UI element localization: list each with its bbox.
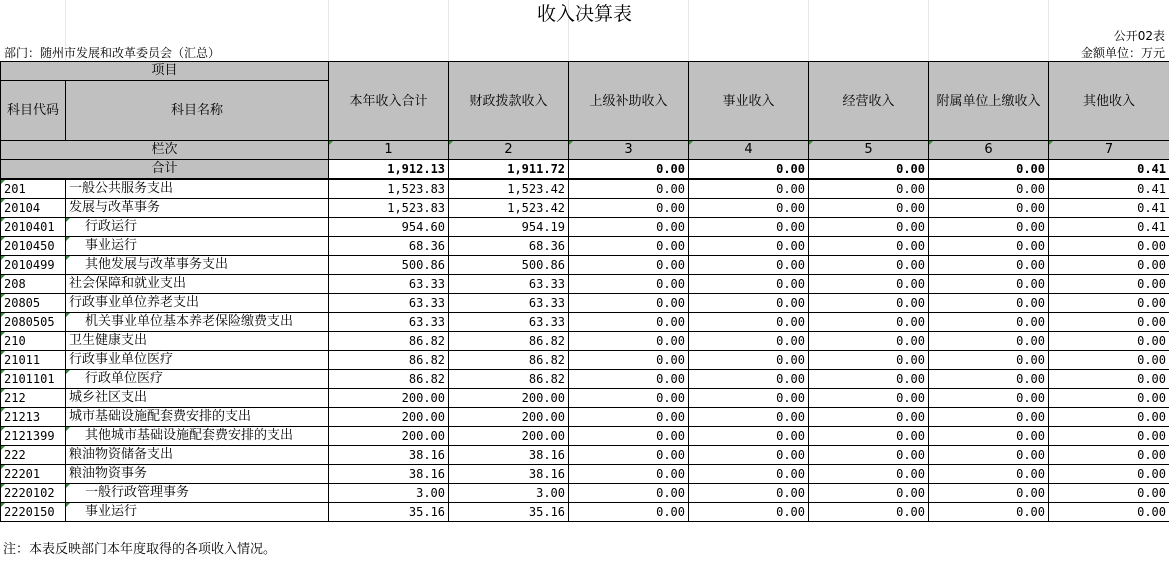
- table-row: [1, 408, 1169, 427]
- amount-cell: 38.16: [329, 446, 449, 465]
- amount-cell: 63.33: [329, 313, 449, 332]
- amount-cell: 0.00: [809, 370, 929, 389]
- amount-cell: 0.00: [1049, 256, 1169, 275]
- subject-code: 2080505: [1, 313, 66, 332]
- amount-cell: 0.00: [1049, 408, 1169, 427]
- amount-cell: 3.00: [449, 484, 569, 503]
- amount-cell: 0.00: [929, 199, 1049, 218]
- amount-cell: 0.00: [689, 503, 809, 522]
- amount-cell: 0.00: [689, 465, 809, 484]
- amount-cell: 63.33: [449, 313, 569, 332]
- subject-name: 粮油物资事务: [66, 465, 329, 484]
- unit-label: 金额单位：万元: [1080, 46, 1165, 60]
- total-value: 0.00: [929, 160, 1049, 180]
- amount-cell: 86.82: [329, 332, 449, 351]
- col-num: 2: [449, 141, 569, 160]
- amount-cell: 0.41: [1049, 199, 1169, 218]
- amount-cell: 38.16: [449, 465, 569, 484]
- amount-cell: 0.00: [569, 370, 689, 389]
- table-row: [1, 503, 1169, 522]
- report-title: 收入决算表: [536, 3, 632, 25]
- amount-cell: 0.00: [809, 275, 929, 294]
- amount-cell: 0.00: [689, 389, 809, 408]
- amount-cell: 1,523.83: [329, 179, 449, 199]
- subject-code: 2220150: [1, 503, 66, 522]
- amount-cell: 0.00: [1049, 275, 1169, 294]
- amount-cell: 0.00: [929, 332, 1049, 351]
- header-name: 科目名称: [66, 81, 329, 141]
- amount-cell: 0.00: [929, 484, 1049, 503]
- amount-cell: 0.00: [929, 179, 1049, 199]
- subject-code: 21213: [1, 408, 66, 427]
- subject-code: 2010401: [1, 218, 66, 237]
- table-row: [1, 275, 1169, 294]
- header-col-total: 本年收入合计: [329, 62, 449, 141]
- amount-cell: 0.00: [1049, 351, 1169, 370]
- col-num: 4: [689, 141, 809, 160]
- amount-cell: 63.33: [329, 275, 449, 294]
- header-col-affiliated: 附属单位上缴收入: [929, 62, 1049, 141]
- amount-cell: 0.00: [809, 313, 929, 332]
- table-row: [1, 218, 1169, 237]
- amount-cell: 0.41: [1049, 218, 1169, 237]
- amount-cell: 0.00: [1049, 294, 1169, 313]
- header-code: 科目代码: [1, 81, 66, 141]
- amount-cell: 0.00: [929, 256, 1049, 275]
- amount-cell: 0.00: [689, 275, 809, 294]
- income-table: [0, 61, 1169, 522]
- subject-name: 机关事业单位基本养老保险缴费支出: [66, 313, 329, 332]
- subject-code: 2121399: [1, 427, 66, 446]
- amount-cell: 0.00: [809, 218, 929, 237]
- amount-cell: 0.00: [809, 408, 929, 427]
- amount-cell: 0.00: [809, 294, 929, 313]
- header-row-label: 栏次: [1, 141, 329, 160]
- amount-cell: 500.86: [449, 256, 569, 275]
- amount-cell: 0.00: [929, 465, 1049, 484]
- amount-cell: 86.82: [329, 351, 449, 370]
- amount-cell: 0.00: [569, 256, 689, 275]
- subject-code: 222: [1, 446, 66, 465]
- amount-cell: 0.00: [1049, 427, 1169, 446]
- amount-cell: 0.00: [929, 294, 1049, 313]
- amount-cell: 86.82: [449, 351, 569, 370]
- col-num: 1: [329, 141, 449, 160]
- table-row: [1, 446, 1169, 465]
- amount-cell: 0.00: [929, 313, 1049, 332]
- amount-cell: 0.00: [1049, 313, 1169, 332]
- col-num: 5: [809, 141, 929, 160]
- subject-name: 行政单位医疗: [66, 370, 329, 389]
- amount-cell: 0.00: [569, 179, 689, 199]
- department-label: 部门：随州市发展和改革委员会（汇总）: [4, 46, 221, 60]
- amount-cell: 0.00: [569, 446, 689, 465]
- amount-cell: 3.00: [329, 484, 449, 503]
- subject-name: 城市基础设施配套费安排的支出: [66, 408, 329, 427]
- subject-code: 2010450: [1, 237, 66, 256]
- subject-code: 2220102: [1, 484, 66, 503]
- header-col-fiscal: 财政拨款收入: [449, 62, 569, 141]
- amount-cell: 68.36: [329, 237, 449, 256]
- amount-cell: 954.19: [449, 218, 569, 237]
- subject-name: 城乡社区支出: [66, 389, 329, 408]
- col-num: 7: [1049, 141, 1169, 160]
- amount-cell: 38.16: [329, 465, 449, 484]
- amount-cell: 0.00: [569, 218, 689, 237]
- amount-cell: 38.16: [449, 446, 569, 465]
- amount-cell: 0.00: [569, 427, 689, 446]
- amount-cell: 0.00: [1049, 484, 1169, 503]
- amount-cell: 0.00: [1049, 370, 1169, 389]
- amount-cell: 1,523.42: [449, 179, 569, 199]
- public-code: 公开02表: [1113, 29, 1165, 43]
- subject-name: 事业运行: [66, 237, 329, 256]
- table-row: [1, 294, 1169, 313]
- amount-cell: 86.82: [329, 370, 449, 389]
- total-value: 1,911.72: [449, 160, 569, 180]
- amount-cell: 0.00: [569, 503, 689, 522]
- amount-cell: 0.00: [569, 465, 689, 484]
- header-col-business: 事业收入: [689, 62, 809, 141]
- header-item: 项目: [1, 62, 329, 81]
- amount-cell: 0.00: [689, 237, 809, 256]
- amount-cell: 0.00: [689, 446, 809, 465]
- amount-cell: 0.00: [929, 408, 1049, 427]
- amount-cell: 35.16: [329, 503, 449, 522]
- amount-cell: 0.00: [809, 332, 929, 351]
- header-col-other: 其他收入: [1049, 62, 1169, 141]
- total-value: 0.00: [809, 160, 929, 180]
- amount-cell: 0.00: [569, 237, 689, 256]
- amount-cell: 63.33: [449, 275, 569, 294]
- amount-cell: 200.00: [449, 427, 569, 446]
- subject-name: 行政运行: [66, 218, 329, 237]
- amount-cell: 200.00: [329, 427, 449, 446]
- table-row: [1, 332, 1169, 351]
- amount-cell: 0.00: [929, 370, 1049, 389]
- amount-cell: 86.82: [449, 370, 569, 389]
- subject-code: 20104: [1, 199, 66, 218]
- amount-cell: 0.00: [929, 427, 1049, 446]
- amount-cell: 0.00: [689, 332, 809, 351]
- amount-cell: 0.00: [569, 332, 689, 351]
- amount-cell: 0.00: [929, 218, 1049, 237]
- table-row: [1, 237, 1169, 256]
- table-row: [1, 256, 1169, 275]
- amount-cell: 0.00: [689, 351, 809, 370]
- header-col-superior: 上级补助收入: [569, 62, 689, 141]
- subject-code: 2101101: [1, 370, 66, 389]
- amount-cell: 0.00: [1049, 446, 1169, 465]
- amount-cell: 0.00: [809, 446, 929, 465]
- subject-name: 卫生健康支出: [66, 332, 329, 351]
- amount-cell: 0.00: [809, 427, 929, 446]
- table-row: [1, 427, 1169, 446]
- amount-cell: 1,523.83: [329, 199, 449, 218]
- table-row: [1, 313, 1169, 332]
- table-body: [1, 179, 1169, 522]
- amount-cell: 0.00: [689, 218, 809, 237]
- subject-name: 一般行政管理事务: [66, 484, 329, 503]
- amount-cell: 0.00: [929, 237, 1049, 256]
- amount-cell: 0.00: [569, 389, 689, 408]
- amount-cell: 0.00: [1049, 503, 1169, 522]
- amount-cell: 0.41: [1049, 179, 1169, 199]
- subject-name: 一般公共服务支出: [66, 179, 329, 199]
- table-row: [1, 484, 1169, 503]
- table-row: [1, 199, 1169, 218]
- amount-cell: 200.00: [449, 389, 569, 408]
- amount-cell: 0.00: [689, 370, 809, 389]
- subject-name: 行政事业单位养老支出: [66, 294, 329, 313]
- col-num: 6: [929, 141, 1049, 160]
- amount-cell: 63.33: [449, 294, 569, 313]
- amount-cell: 68.36: [449, 237, 569, 256]
- amount-cell: 0.00: [689, 294, 809, 313]
- header-col-operating: 经营收入: [809, 62, 929, 141]
- subject-code: 20805: [1, 294, 66, 313]
- subject-code: 2010499: [1, 256, 66, 275]
- table-row: [1, 389, 1169, 408]
- amount-cell: 1,523.42: [449, 199, 569, 218]
- amount-cell: 0.00: [689, 408, 809, 427]
- total-value: 0.00: [689, 160, 809, 180]
- table-row: [1, 370, 1169, 389]
- amount-cell: 0.00: [569, 484, 689, 503]
- total-value: 0.41: [1049, 160, 1169, 180]
- table-row: [1, 179, 1169, 199]
- subject-code: 22201: [1, 465, 66, 484]
- amount-cell: 0.00: [809, 389, 929, 408]
- amount-cell: 0.00: [1049, 389, 1169, 408]
- subject-code: 208: [1, 275, 66, 294]
- amount-cell: 0.00: [929, 389, 1049, 408]
- col-num: 3: [569, 141, 689, 160]
- amount-cell: 35.16: [449, 503, 569, 522]
- amount-cell: 0.00: [689, 427, 809, 446]
- amount-cell: 0.00: [689, 484, 809, 503]
- amount-cell: 200.00: [329, 389, 449, 408]
- amount-cell: 0.00: [569, 351, 689, 370]
- amount-cell: 0.00: [809, 237, 929, 256]
- amount-cell: 0.00: [569, 294, 689, 313]
- subject-code: 201: [1, 179, 66, 199]
- subject-name: 其他城市基础设施配套费安排的支出: [66, 427, 329, 446]
- amount-cell: 0.00: [689, 313, 809, 332]
- table-row: [1, 465, 1169, 484]
- subject-name: 行政事业单位医疗: [66, 351, 329, 370]
- amount-cell: 0.00: [569, 313, 689, 332]
- subject-name: 发展与改革事务: [66, 199, 329, 218]
- amount-cell: 954.60: [329, 218, 449, 237]
- subject-name: 粮油物资储备支出: [66, 446, 329, 465]
- total-value: 1,912.13: [329, 160, 449, 180]
- amount-cell: 0.00: [809, 351, 929, 370]
- amount-cell: 0.00: [569, 199, 689, 218]
- total-label: 合计: [1, 160, 329, 180]
- amount-cell: 0.00: [1049, 237, 1169, 256]
- amount-cell: 0.00: [569, 275, 689, 294]
- total-value: 0.00: [569, 160, 689, 180]
- amount-cell: 0.00: [689, 199, 809, 218]
- amount-cell: 200.00: [329, 408, 449, 427]
- amount-cell: 0.00: [809, 484, 929, 503]
- subject-code: 210: [1, 332, 66, 351]
- subject-name: 事业运行: [66, 503, 329, 522]
- amount-cell: 0.00: [809, 256, 929, 275]
- amount-cell: 0.00: [809, 179, 929, 199]
- subject-code: 212: [1, 389, 66, 408]
- amount-cell: 0.00: [809, 503, 929, 522]
- amount-cell: 86.82: [449, 332, 569, 351]
- amount-cell: 0.00: [689, 179, 809, 199]
- subject-name: 其他发展与改革事务支出: [66, 256, 329, 275]
- amount-cell: 0.00: [929, 446, 1049, 465]
- table-row: [1, 351, 1169, 370]
- amount-cell: 0.00: [1049, 332, 1169, 351]
- amount-cell: 0.00: [569, 408, 689, 427]
- amount-cell: 0.00: [929, 503, 1049, 522]
- amount-cell: 63.33: [329, 294, 449, 313]
- subject-name: 社会保障和就业支出: [66, 275, 329, 294]
- amount-cell: 200.00: [449, 408, 569, 427]
- amount-cell: 0.00: [689, 256, 809, 275]
- amount-cell: 0.00: [1049, 465, 1169, 484]
- amount-cell: 500.86: [329, 256, 449, 275]
- amount-cell: 0.00: [929, 275, 1049, 294]
- amount-cell: 0.00: [809, 465, 929, 484]
- subject-code: 21011: [1, 351, 66, 370]
- amount-cell: 0.00: [929, 351, 1049, 370]
- footnote: 注：本表反映部门本年度取得的各项收入情况。: [3, 542, 277, 557]
- amount-cell: 0.00: [809, 199, 929, 218]
